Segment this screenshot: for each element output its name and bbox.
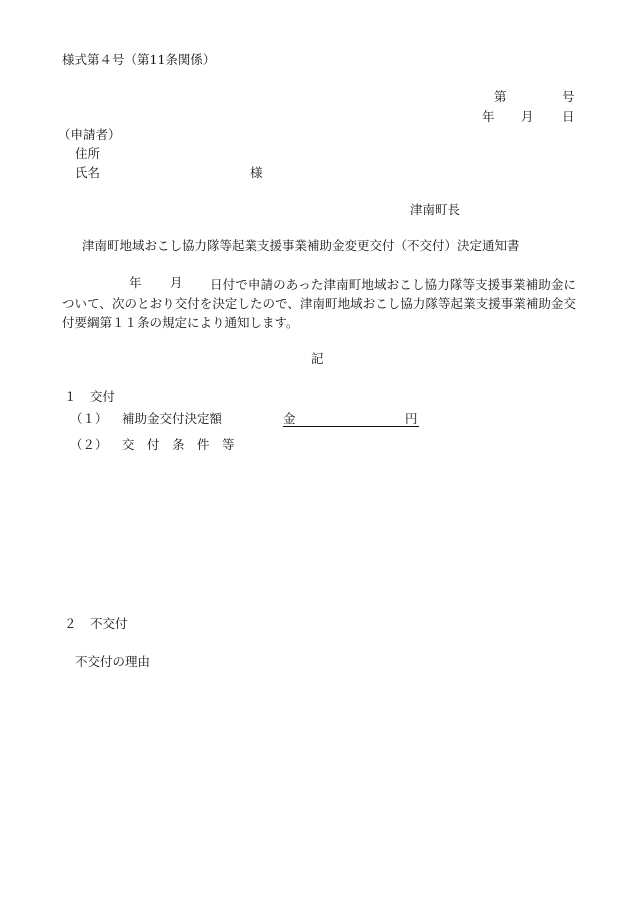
applicant-heading: （申請者） bbox=[58, 127, 121, 142]
honorific: 様 bbox=[250, 165, 263, 180]
reason-label: 不交付の理由 bbox=[75, 654, 151, 669]
issuer: 津南町長 bbox=[410, 202, 461, 217]
ki-heading: 記 bbox=[311, 351, 324, 366]
form-number: 様式第４号（第11条関係） bbox=[62, 52, 216, 67]
section1-title: 交付 bbox=[90, 389, 116, 404]
document-title: 津南町地域おこし協力隊等起業支援事業補助金変更交付（不交付）決定通知書 bbox=[82, 238, 520, 253]
item1-label: 補助金交付決定額 bbox=[122, 411, 223, 426]
document-number-dai: 第 bbox=[494, 89, 507, 104]
date-month: 月 bbox=[521, 109, 534, 124]
amount-underline bbox=[283, 426, 419, 427]
name-label: 氏名 bbox=[75, 165, 101, 180]
document-number-go: 号 bbox=[562, 89, 575, 104]
section2-number: ２ bbox=[64, 616, 77, 631]
body-text: 日付で申請のあった津南町地域おこし協力隊等支援事業補助金について、次のとおり交付を決定したので、津南町地域おこし協力隊等起業支援事業補助金交付要綱第１１条の規定により通知します。 bbox=[62, 277, 576, 330]
item1-yen: 円 bbox=[405, 411, 418, 426]
item2-label: 交 付 条 件 等 bbox=[122, 437, 235, 452]
address-label: 住所 bbox=[75, 146, 101, 161]
date-day: 日 bbox=[562, 109, 575, 124]
item1-number: （１） bbox=[70, 411, 108, 426]
section1-number: １ bbox=[64, 389, 77, 404]
body-month: 月 bbox=[170, 275, 183, 290]
body-year: 年 bbox=[129, 275, 142, 290]
date-year: 年 bbox=[482, 109, 495, 124]
section2-title: 不交付 bbox=[90, 616, 128, 631]
item1-kin: 金 bbox=[283, 411, 296, 426]
item2-number: （２） bbox=[70, 437, 108, 452]
